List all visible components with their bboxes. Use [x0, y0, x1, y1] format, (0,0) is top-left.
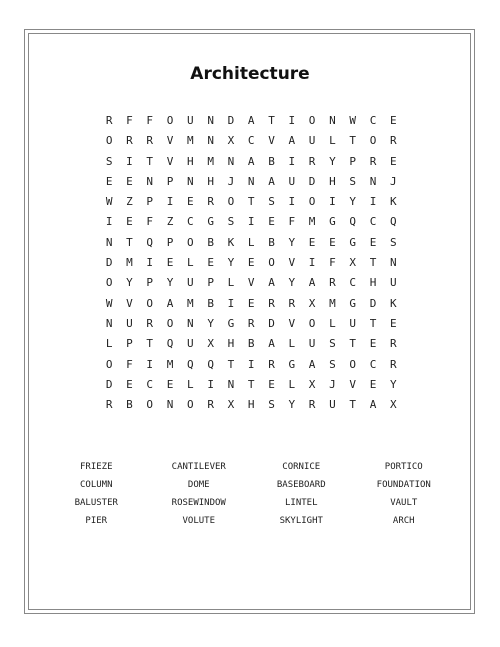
grid-letter: L — [329, 316, 336, 330]
grid-letter: P — [166, 174, 174, 188]
grid-letter: U — [349, 316, 357, 330]
grid-letter: T — [268, 114, 275, 127]
grid-letter: I — [105, 215, 113, 229]
grid-letter: L — [247, 235, 255, 249]
grid-letter: N — [329, 114, 336, 127]
grid-letter: Y — [288, 398, 296, 412]
grid-letter: E — [369, 235, 377, 249]
grid-letter: Q — [166, 337, 174, 351]
grid-letter: I — [166, 195, 174, 209]
grid-letter: T — [369, 256, 377, 270]
grid-row — [99, 133, 403, 153]
grid-letter: E — [268, 215, 275, 229]
grid-letter: A — [308, 357, 316, 371]
grid-letter: U — [126, 316, 133, 330]
grid-letter: E — [247, 296, 255, 310]
word-list-item: FOUNDATION — [376, 480, 431, 490]
grid-letter: D — [105, 377, 113, 391]
grid-letter: I — [146, 256, 154, 270]
grid-letter: L — [187, 377, 194, 391]
grid-letter: E — [308, 235, 316, 249]
grid-letter: B — [268, 154, 275, 168]
grid-letter: A — [268, 276, 275, 290]
grid-letter: P — [126, 337, 133, 351]
grid-letter: W — [349, 114, 357, 127]
grid-letter: P — [207, 276, 214, 290]
grid-letter: L — [187, 256, 194, 270]
grid-letter: Z — [126, 195, 133, 209]
grid-letter: G — [207, 215, 214, 229]
grid-letter: Q — [349, 215, 357, 229]
grid-letter: T — [247, 195, 255, 209]
grid-letter: Q — [207, 357, 214, 371]
grid-row — [99, 316, 403, 336]
grid-letter: V — [166, 134, 174, 148]
grid-row — [99, 113, 403, 133]
grid-row — [99, 296, 403, 316]
grid-letter: I — [329, 195, 336, 209]
grid-letter: H — [247, 398, 255, 412]
grid-letter: F — [146, 114, 154, 127]
grid-letter: M — [207, 154, 214, 168]
grid-row — [99, 255, 403, 275]
grid-letter: O — [166, 316, 174, 330]
grid-letter: T — [369, 316, 377, 330]
grid-letter: R — [389, 134, 397, 148]
word-row — [45, 514, 455, 532]
grid-letter: B — [268, 235, 275, 249]
grid-letter: A — [369, 398, 377, 412]
grid-letter: E — [389, 154, 397, 168]
grid-letter: X — [389, 398, 397, 412]
grid-letter: W — [105, 296, 113, 310]
grid-letter: B — [207, 296, 214, 310]
grid-letter: L — [329, 134, 336, 148]
grid-letter: V — [247, 276, 255, 290]
grid-letter: I — [308, 256, 316, 270]
grid-letter: Y — [329, 154, 336, 168]
grid-letter: Y — [207, 316, 214, 330]
grid-letter: R — [329, 276, 336, 290]
word-list-item: LINTEL — [284, 498, 318, 508]
grid-letter: N — [166, 398, 174, 412]
grid-row — [99, 194, 403, 214]
grid-letter: E — [369, 337, 377, 351]
grid-letter: K — [227, 235, 235, 249]
grid-letter: T — [349, 398, 357, 412]
grid-letter: G — [227, 316, 235, 330]
grid-letter: R — [308, 154, 316, 168]
grid-letter: I — [369, 195, 377, 209]
grid-letter: S — [389, 235, 397, 249]
grid-letter: F — [126, 357, 133, 371]
grid-letter: N — [187, 174, 194, 188]
grid-letter: E — [126, 377, 133, 391]
grid-letter: M — [187, 296, 194, 310]
grid-row — [99, 397, 403, 417]
grid-letter: P — [166, 235, 174, 249]
grid-letter: C — [247, 134, 255, 148]
word-list-item: PORTICO — [384, 462, 423, 472]
grid-letter: R — [207, 195, 214, 209]
grid-letter: C — [187, 215, 194, 229]
grid-letter: H — [329, 174, 336, 188]
word-list — [45, 460, 455, 532]
grid-letter: U — [187, 337, 194, 351]
grid-row — [99, 214, 403, 234]
grid-letter: R — [308, 398, 316, 412]
grid-letter: S — [329, 357, 336, 371]
grid-letter: R — [146, 316, 154, 330]
grid-letter: X — [227, 398, 235, 412]
grid-letter: B — [207, 235, 214, 249]
grid-letter: O — [308, 195, 316, 209]
grid-letter: H — [207, 174, 214, 188]
grid-letter: O — [105, 357, 113, 371]
grid-letter: A — [268, 174, 275, 188]
grid-letter: J — [329, 377, 336, 391]
grid-row — [99, 377, 403, 397]
grid-letter: E — [126, 174, 133, 188]
grid-letter: P — [349, 154, 357, 168]
grid-letter: U — [329, 398, 336, 412]
grid-letter: O — [166, 114, 174, 127]
grid-letter: R — [288, 296, 296, 310]
grid-letter: V — [288, 256, 296, 270]
grid-letter: Q — [146, 235, 154, 249]
grid-letter: H — [187, 154, 194, 168]
grid-letter: R — [389, 337, 397, 351]
grid-letter: E — [207, 256, 214, 270]
grid-letter: N — [227, 154, 235, 168]
grid-letter: E — [247, 256, 255, 270]
grid-letter: R — [389, 357, 397, 371]
grid-letter: P — [146, 276, 154, 290]
grid-letter: B — [247, 337, 255, 351]
grid-letter: A — [166, 296, 174, 310]
word-list-item: DOME — [187, 480, 210, 490]
grid-letter: O — [187, 398, 194, 412]
grid-letter: M — [308, 215, 316, 229]
grid-letter: C — [369, 357, 377, 371]
grid-letter: L — [227, 276, 235, 290]
grid-letter: E — [105, 174, 113, 188]
grid-letter: D — [105, 256, 113, 270]
grid-row — [99, 174, 403, 194]
grid-letter: D — [268, 316, 275, 330]
grid-letter: O — [105, 276, 113, 290]
grid-letter: K — [389, 296, 397, 310]
grid-letter: D — [308, 174, 316, 188]
grid-letter: X — [227, 134, 235, 148]
grid-letter: E — [166, 377, 174, 391]
grid-letter: O — [187, 235, 194, 249]
grid-letter: A — [247, 154, 255, 168]
grid-letter: X — [207, 337, 214, 351]
grid-letter: N — [389, 256, 397, 270]
grid-letter: M — [126, 256, 133, 270]
grid-letter: J — [227, 174, 235, 188]
grid-letter: Y — [288, 235, 296, 249]
grid-letter: H — [369, 276, 377, 290]
word-list-item: CANTILEVER — [171, 462, 226, 472]
grid-letter: O — [227, 195, 235, 209]
grid-letter: O — [308, 316, 316, 330]
grid-letter: A — [268, 337, 275, 351]
grid-letter: X — [308, 296, 316, 310]
grid-letter: O — [308, 114, 316, 127]
grid-letter: S — [105, 154, 113, 168]
grid-letter: Z — [166, 215, 174, 229]
grid-letter: V — [349, 377, 357, 391]
grid-letter: I — [207, 377, 214, 391]
grid-row — [99, 235, 403, 255]
grid-letter: R — [126, 134, 133, 148]
grid-letter: T — [349, 134, 357, 148]
grid-letter: T — [247, 377, 255, 391]
grid-letter: S — [227, 215, 235, 229]
grid-letter: V — [126, 296, 133, 310]
word-row — [45, 460, 455, 478]
grid-letter: N — [146, 174, 154, 188]
grid-letter: E — [166, 256, 174, 270]
grid-letter: S — [329, 337, 336, 351]
grid-letter: A — [247, 114, 255, 127]
grid-letter: M — [166, 357, 174, 371]
grid-letter: I — [227, 296, 235, 310]
grid-letter: R — [268, 357, 275, 371]
grid-row — [99, 357, 403, 377]
grid-letter: U — [187, 114, 194, 127]
grid-letter: O — [146, 296, 154, 310]
grid-letter: R — [105, 114, 113, 127]
grid-letter: Q — [389, 215, 397, 229]
grid-letter: T — [126, 235, 133, 249]
grid-letter: U — [308, 134, 316, 148]
grid-letter: V — [288, 316, 296, 330]
grid-letter: R — [207, 398, 214, 412]
grid-letter: H — [227, 337, 235, 351]
grid-letter: T — [146, 154, 154, 168]
grid-letter: W — [105, 195, 113, 209]
grid-letter: G — [288, 357, 296, 371]
grid-letter: G — [349, 296, 357, 310]
word-list-item: VAULT — [390, 498, 418, 508]
grid-letter: E — [268, 377, 275, 391]
word-list-item: ROSEWINDOW — [171, 498, 226, 508]
grid-letter: T — [349, 337, 357, 351]
grid-letter: C — [369, 215, 377, 229]
grid-letter: T — [227, 357, 235, 371]
grid-letter: A — [288, 134, 296, 148]
grid-letter: S — [268, 195, 275, 209]
grid-letter: T — [146, 337, 154, 351]
grid-letter: I — [126, 154, 133, 168]
grid-letter: I — [288, 154, 296, 168]
grid-letter: L — [105, 337, 113, 351]
grid-letter: Y — [288, 276, 296, 290]
grid-letter: E — [329, 235, 336, 249]
grid-letter: N — [105, 235, 113, 249]
grid-letter: R — [105, 398, 113, 412]
grid-letter: I — [288, 195, 296, 209]
grid-letter: Y — [389, 377, 397, 391]
grid-letter: V — [166, 154, 174, 168]
grid-letter: D — [369, 296, 377, 310]
grid-letter: N — [369, 174, 377, 188]
grid-letter: F — [288, 215, 296, 229]
grid-letter: D — [227, 114, 235, 127]
grid-letter: C — [369, 114, 377, 127]
word-list-item: BALUSTER — [74, 498, 118, 508]
grid-letter: N — [227, 377, 235, 391]
grid-letter: I — [146, 357, 154, 371]
grid-letter: K — [389, 195, 397, 209]
letter-grid — [99, 113, 403, 417]
grid-letter: E — [369, 377, 377, 391]
grid-letter: F — [146, 215, 154, 229]
grid-letter: Y — [126, 276, 133, 290]
word-list-item: SKYLIGHT — [279, 516, 323, 526]
grid-letter: Y — [349, 195, 357, 209]
grid-letter: P — [146, 195, 154, 209]
grid-letter: G — [329, 215, 336, 229]
grid-letter: R — [247, 316, 255, 330]
grid-row — [99, 336, 403, 356]
grid-letter: C — [349, 276, 357, 290]
grid-letter: I — [247, 357, 255, 371]
grid-row — [99, 154, 403, 174]
grid-letter: Q — [187, 357, 194, 371]
grid-letter: N — [247, 174, 255, 188]
grid-letter: O — [105, 134, 113, 148]
grid-letter: M — [329, 296, 336, 310]
grid-letter: N — [207, 134, 214, 148]
grid-letter: J — [389, 174, 397, 188]
grid-letter: I — [288, 114, 296, 127]
grid-letter: N — [207, 114, 214, 127]
grid-letter: F — [329, 256, 336, 270]
word-list-item: BASEBOARD — [276, 480, 326, 490]
grid-letter: M — [187, 134, 194, 148]
grid-letter: S — [268, 398, 275, 412]
grid-letter: L — [288, 337, 296, 351]
grid-letter: E — [187, 195, 194, 209]
grid-letter: N — [187, 316, 194, 330]
grid-letter: R — [146, 134, 154, 148]
grid-letter: C — [146, 377, 154, 391]
grid-letter: F — [126, 114, 133, 127]
grid-letter: O — [268, 256, 275, 270]
grid-letter: U — [187, 276, 194, 290]
grid-letter: O — [349, 357, 357, 371]
word-row — [45, 478, 455, 496]
grid-row — [99, 275, 403, 295]
grid-letter: U — [288, 174, 296, 188]
page-title: Architecture — [190, 64, 310, 84]
grid-letter: X — [349, 256, 357, 270]
grid-letter: R — [369, 154, 377, 168]
grid-letter: S — [349, 174, 357, 188]
grid-letter: I — [247, 215, 255, 229]
word-list-item: COLUMN — [79, 480, 113, 490]
grid-letter: B — [126, 398, 133, 412]
grid-letter: E — [126, 215, 133, 229]
grid-letter: G — [349, 235, 357, 249]
grid-letter: A — [308, 276, 316, 290]
grid-letter: Y — [227, 256, 235, 270]
grid-letter: U — [389, 276, 397, 290]
word-list-item: PIER — [85, 516, 108, 526]
word-list-item: CORNICE — [282, 462, 321, 472]
grid-letter: R — [268, 296, 275, 310]
grid-letter: Y — [166, 276, 174, 290]
word-list-item: VOLUTE — [182, 516, 215, 526]
grid-letter: L — [288, 377, 296, 391]
grid-letter: O — [369, 134, 377, 148]
grid-letter: N — [105, 316, 113, 330]
grid-letter: X — [308, 377, 316, 391]
grid-letter: E — [389, 316, 397, 330]
grid-letter: V — [268, 134, 275, 148]
grid-letter: U — [308, 337, 316, 351]
word-list-item: ARCH — [392, 516, 415, 526]
word-list-item: FRIEZE — [79, 462, 113, 472]
grid-letter: E — [389, 114, 397, 127]
word-row — [45, 496, 455, 514]
grid-letter: O — [146, 398, 154, 412]
